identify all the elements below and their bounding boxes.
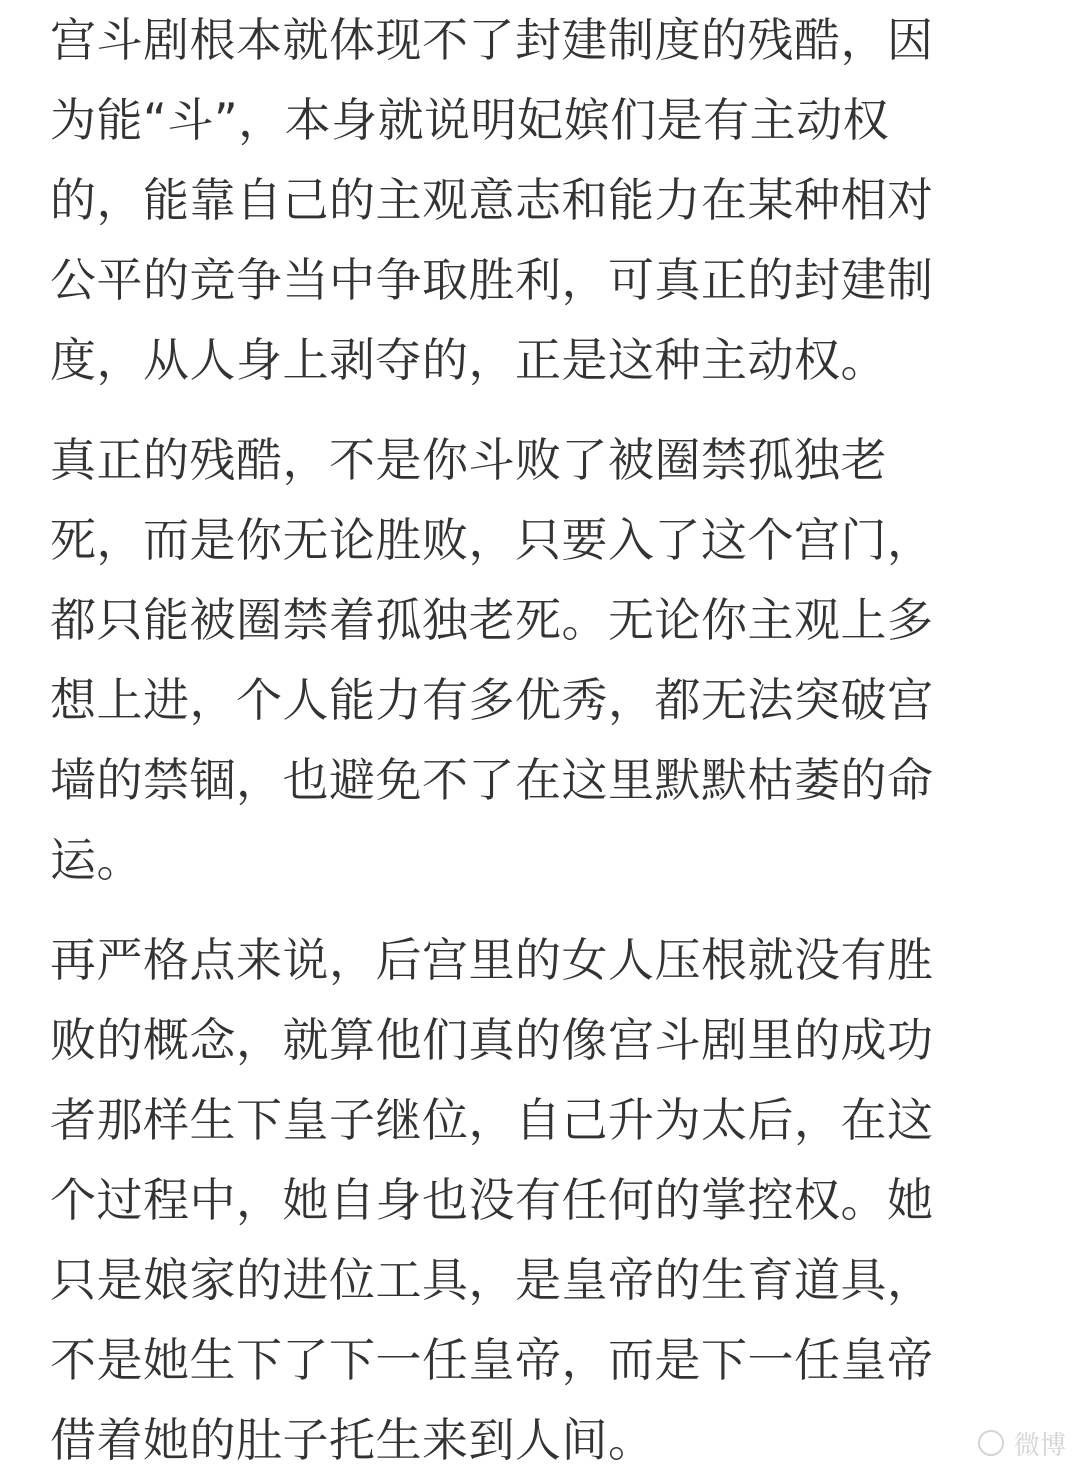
text-line: 只是娘家的进位工具，是皇帝的生育道具，: [50, 1253, 934, 1307]
text-line: 个过程中，她自身也没有任何的掌控权。她: [50, 1173, 934, 1227]
text-line: 死，而是你无论胜败，只要入了这个宫门，: [50, 513, 934, 567]
watermark-text: 微博: [1013, 1430, 1066, 1461]
text-line: 的，能靠自己的主观意志和能力在某种相对: [50, 173, 934, 227]
text-line: 想上进，个人能力有多优秀，都无法突破宫: [50, 673, 934, 727]
text-line: 墙的禁锢，也避免不了在这里默默枯萎的命: [50, 753, 934, 807]
text-line: 真正的残酷，不是你斗败了被圈禁孤独老: [50, 433, 887, 487]
text-line: 都只能被圈禁着孤独老死。无论你主观上多: [50, 593, 934, 647]
text-line: 运。: [50, 833, 143, 887]
text-line: 度，从人身上剥夺的，正是这种主动权。: [50, 333, 887, 387]
text-line: 为能“斗”，本身就说明妃嫔们是有主动权: [50, 93, 890, 147]
text-line: 借着她的肚子托生来到人间。: [50, 1413, 655, 1467]
text-line: 不是她生下了下一任皇帝，而是下一任皇帝: [50, 1333, 934, 1387]
watermark: [978, 1421, 1066, 1465]
text-line: 再严格点来说，后宫里的女人压根就没有胜: [50, 933, 934, 987]
weibo-logo-icon: [978, 1430, 1004, 1456]
text-line: 败的概念，就算他们真的像宫斗剧里的成功: [50, 1013, 934, 1067]
text-line: 宫斗剧根本就体现不了封建制度的残酷，因: [50, 13, 934, 67]
text-line: 者那样生下皇子继位，自己升为太后，在这: [50, 1093, 934, 1147]
text-line: 公平的竞争当中争取胜利，可真正的封建制: [50, 253, 934, 307]
